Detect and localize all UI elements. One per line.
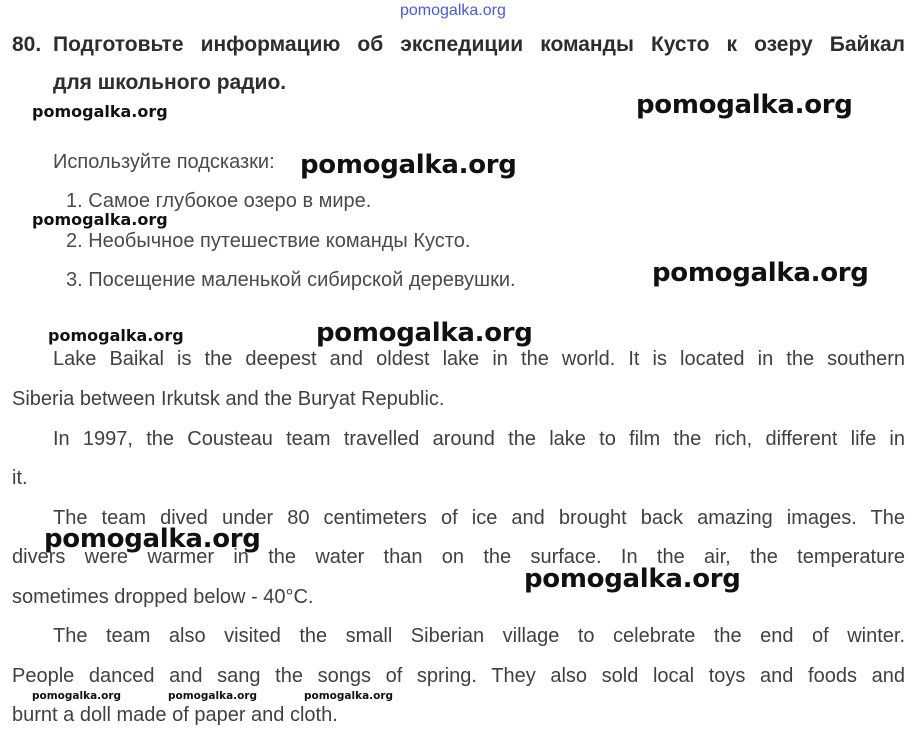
watermark-overlay: pomogalka.org [652, 258, 869, 288]
paragraph-1-line-2: Siberia between Irkutsk and the Buryat Republic. [12, 388, 445, 410]
paragraph-2-line-1: In 1997, the Cousteau team travelled around the lake to film the rich, different life in [53, 428, 905, 450]
watermark-overlay: pomogalka.org [304, 690, 394, 702]
watermark-overlay: pomogalka.org [316, 318, 533, 348]
watermark-overlay: pomogalka.org [44, 524, 261, 554]
watermark-top: pomogalka.org [400, 2, 506, 19]
task-title-line-2: для школьного радио. [53, 71, 287, 94]
paragraph-4-line-3: burnt a doll made of paper and cloth. [12, 704, 338, 726]
watermark-overlay: pomogalka.org [32, 690, 122, 702]
hint-item-3: 3. Посещение маленькой сибирской деревушки. [66, 269, 516, 291]
watermark-overlay: pomogalka.org [168, 690, 258, 702]
watermark-overlay: pomogalka.org [32, 210, 168, 229]
paragraph-3-line-2: divers were warmer in the water than on the surface. In the air, the temperature [12, 546, 905, 568]
watermark-overlay: pomogalka.org [636, 90, 853, 120]
paragraph-4-line-1: The team also visited the small Siberian village to celebrate the end of winter. [53, 625, 905, 647]
watermark-overlay: pomogalka.org [300, 150, 517, 180]
task-number: 80. [12, 33, 42, 56]
paragraph-1-line-1: Lake Baikal is the deepest and oldest lake in the world. It is located in the southern [53, 348, 905, 370]
watermark-overlay: pomogalka.org [48, 326, 184, 345]
task-title-line-1: Подготовьте информацию об экспедиции команды Кусто к озеру Байкал [53, 33, 905, 56]
watermark-overlay: pomogalka.org [524, 564, 741, 594]
paragraph-2-line-2: it. [12, 467, 28, 489]
watermark-overlay: pomogalka.org [32, 102, 168, 121]
hint-item-2: 2. Необычное путешествие команды Кусто. [66, 230, 471, 252]
paragraph-3-line-1: The team dived under 80 centimeters of ice and brought back amazing images. The [53, 507, 905, 529]
paragraph-3-line-3: sometimes dropped below - 40°C. [12, 586, 314, 608]
hint-item-1: 1. Самое глубокое озеро в мире. [66, 190, 372, 212]
hints-label: Используйте подсказки: [53, 151, 275, 173]
paragraph-4-line-2: People danced and sang the songs of spring. They also sold local toys and foods and [12, 665, 905, 687]
